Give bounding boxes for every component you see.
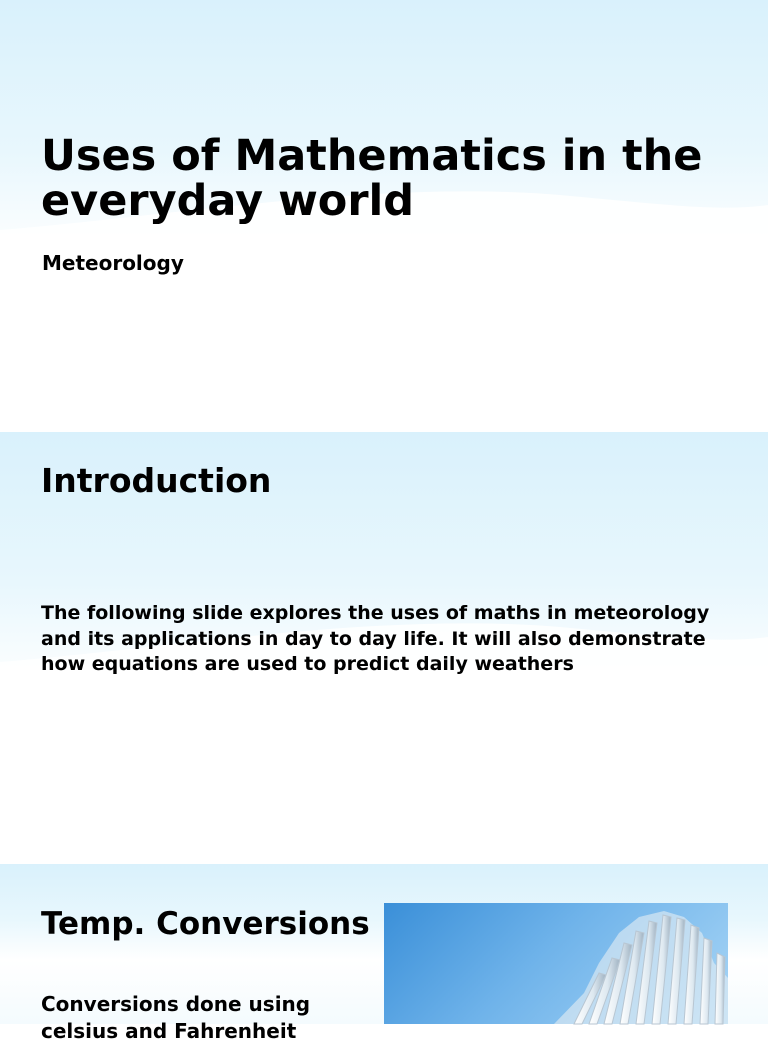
- presentation-subtitle: Meteorology: [42, 251, 184, 275]
- slide-body-text: Conversions done using celsius and Fahrenheit: [41, 992, 311, 1043]
- building-facade-photo: [384, 903, 728, 1024]
- presentation-title: Uses of Mathematics in the everyday world: [41, 131, 703, 226]
- slide-heading: Introduction: [41, 461, 272, 500]
- slide-temp-conversions: [0, 864, 768, 1043]
- building-facade-graphic: [384, 903, 728, 1024]
- slide-title: [0, 0, 768, 432]
- slide-introduction: [0, 432, 768, 864]
- slide-heading: Temp. Conversions: [41, 906, 370, 942]
- slide-body-text: The following slide explores the uses of maths in meteorology and its applications in day to day life. It will also demonstrate how equations are used to predict daily weathers: [41, 602, 710, 675]
